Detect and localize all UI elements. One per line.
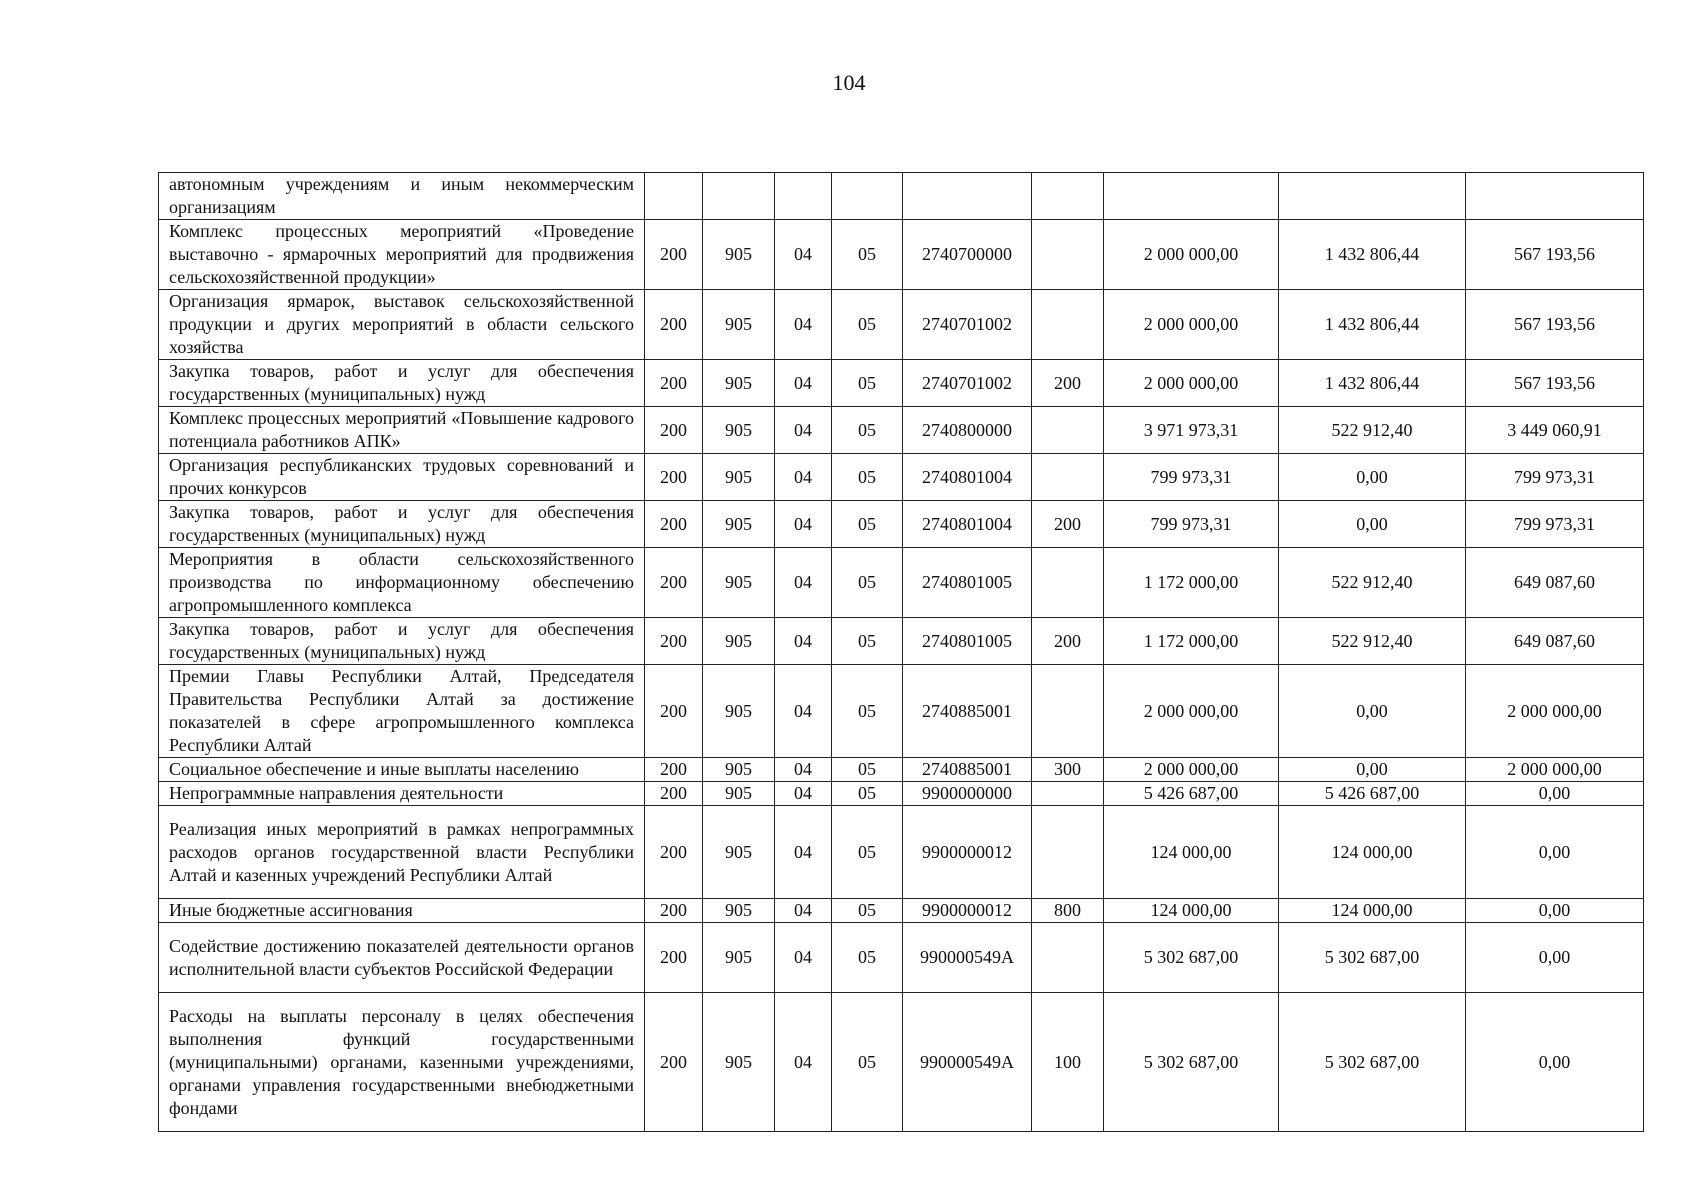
section-cell: 04 xyxy=(775,548,832,618)
remainder-amount-cell: 567 193,56 xyxy=(1466,220,1644,290)
target-item-cell: 2740801005 xyxy=(903,618,1032,665)
code-cell: 200 xyxy=(645,454,703,501)
ministry-cell: 905 xyxy=(703,758,775,782)
target-item-cell: 9900000012 xyxy=(903,899,1032,923)
expense-type-cell xyxy=(1032,454,1104,501)
table-row xyxy=(159,665,1644,758)
executed-amount-cell: 522 912,40 xyxy=(1279,407,1466,454)
executed-amount-cell: 124 000,00 xyxy=(1279,806,1466,899)
plan-amount-cell: 3 971 973,31 xyxy=(1104,407,1279,454)
subsection-cell: 05 xyxy=(832,923,903,993)
row-name-cell: Содействие достижению показателей деятельности органов исполнительной власти субъектов Российской Федерации xyxy=(159,923,645,993)
section-cell: 04 xyxy=(775,758,832,782)
plan-amount-cell: 2 000 000,00 xyxy=(1104,290,1279,360)
target-item-cell: 2740700000 xyxy=(903,220,1032,290)
ministry-cell: 905 xyxy=(703,923,775,993)
subsection-cell: 05 xyxy=(832,220,903,290)
plan-amount-cell xyxy=(1104,173,1279,220)
target-item-cell: 2740801004 xyxy=(903,501,1032,548)
target-item-cell: 2740701002 xyxy=(903,360,1032,407)
expense-type-cell xyxy=(1032,665,1104,758)
ministry-cell: 905 xyxy=(703,360,775,407)
expense-type-cell: 800 xyxy=(1032,899,1104,923)
row-name-cell: Организация ярмарок, выставок сельскохозяйственной продукции и других мероприятий в области сельского хозяйства xyxy=(159,290,645,360)
target-item-cell: 990000549А xyxy=(903,923,1032,993)
ministry-cell: 905 xyxy=(703,665,775,758)
target-item-cell: 2740801005 xyxy=(903,548,1032,618)
executed-amount-cell: 0,00 xyxy=(1279,665,1466,758)
executed-amount-cell: 1 432 806,44 xyxy=(1279,220,1466,290)
table-row xyxy=(159,290,1644,360)
target-item-cell: 9900000000 xyxy=(903,782,1032,806)
remainder-amount-cell: 0,00 xyxy=(1466,993,1644,1132)
remainder-amount-cell: 0,00 xyxy=(1466,923,1644,993)
expense-type-cell: 300 xyxy=(1032,758,1104,782)
executed-amount-cell: 0,00 xyxy=(1279,501,1466,548)
subsection-cell: 05 xyxy=(832,665,903,758)
subsection-cell: 05 xyxy=(832,618,903,665)
code-cell: 200 xyxy=(645,899,703,923)
plan-amount-cell: 2 000 000,00 xyxy=(1104,758,1279,782)
code-cell: 200 xyxy=(645,220,703,290)
expense-type-cell: 200 xyxy=(1032,360,1104,407)
code-cell: 200 xyxy=(645,782,703,806)
plan-amount-cell: 5 302 687,00 xyxy=(1104,993,1279,1132)
row-name-cell: Непрограммные направления деятельности xyxy=(159,782,645,806)
table-row xyxy=(159,899,1644,923)
table-row xyxy=(159,220,1644,290)
plan-amount-cell: 2 000 000,00 xyxy=(1104,360,1279,407)
remainder-amount-cell: 2 000 000,00 xyxy=(1466,665,1644,758)
section-cell: 04 xyxy=(775,923,832,993)
remainder-amount-cell: 649 087,60 xyxy=(1466,548,1644,618)
ministry-cell: 905 xyxy=(703,548,775,618)
target-item-cell: 2740800000 xyxy=(903,407,1032,454)
executed-amount-cell: 5 302 687,00 xyxy=(1279,923,1466,993)
section-cell: 04 xyxy=(775,899,832,923)
code-cell: 200 xyxy=(645,923,703,993)
ministry-cell: 905 xyxy=(703,806,775,899)
ministry-cell: 905 xyxy=(703,618,775,665)
section-cell: 04 xyxy=(775,360,832,407)
budget-table xyxy=(158,172,1644,1132)
section-cell: 04 xyxy=(775,290,832,360)
ministry-cell: 905 xyxy=(703,993,775,1132)
expense-type-cell xyxy=(1032,782,1104,806)
plan-amount-cell: 2 000 000,00 xyxy=(1104,665,1279,758)
executed-amount-cell: 124 000,00 xyxy=(1279,899,1466,923)
plan-amount-cell: 124 000,00 xyxy=(1104,899,1279,923)
table-row xyxy=(159,758,1644,782)
remainder-amount-cell: 799 973,31 xyxy=(1466,501,1644,548)
code-cell: 200 xyxy=(645,548,703,618)
code-cell: 200 xyxy=(645,290,703,360)
code-cell: 200 xyxy=(645,993,703,1132)
executed-amount-cell: 522 912,40 xyxy=(1279,548,1466,618)
expense-type-cell xyxy=(1032,806,1104,899)
table-row xyxy=(159,923,1644,993)
subsection-cell: 05 xyxy=(832,501,903,548)
target-item-cell: 2740885001 xyxy=(903,758,1032,782)
plan-amount-cell: 1 172 000,00 xyxy=(1104,618,1279,665)
ministry-cell: 905 xyxy=(703,290,775,360)
code-cell xyxy=(645,173,703,220)
table-row xyxy=(159,407,1644,454)
row-name-cell: Премии Главы Республики Алтай, Председателя Правительства Республики Алтай за достижение показателей в сфере агропромышленного комплекса Республики Алтай xyxy=(159,665,645,758)
code-cell: 200 xyxy=(645,806,703,899)
target-item-cell: 990000549А xyxy=(903,993,1032,1132)
subsection-cell: 05 xyxy=(832,806,903,899)
executed-amount-cell: 0,00 xyxy=(1279,758,1466,782)
page-number: 104 xyxy=(832,70,866,95)
subsection-cell: 05 xyxy=(832,407,903,454)
subsection-cell: 05 xyxy=(832,548,903,618)
section-cell: 04 xyxy=(775,454,832,501)
ministry-cell: 905 xyxy=(703,501,775,548)
target-item-cell: 2740701002 xyxy=(903,290,1032,360)
section-cell: 04 xyxy=(775,501,832,548)
remainder-amount-cell: 649 087,60 xyxy=(1466,618,1644,665)
expense-type-cell: 200 xyxy=(1032,618,1104,665)
row-name-cell: Реализация иных мероприятий в рамках непрограммных расходов органов государственной власти Республики Алтай и казенных учреждений Республики Алтай xyxy=(159,806,645,899)
remainder-amount-cell: 567 193,56 xyxy=(1466,290,1644,360)
ministry-cell: 905 xyxy=(703,782,775,806)
section-cell: 04 xyxy=(775,665,832,758)
ministry-cell: 905 xyxy=(703,407,775,454)
table-row xyxy=(159,806,1644,899)
target-item-cell: 2740801004 xyxy=(903,454,1032,501)
row-name-cell: Комплекс процессных мероприятий «Проведение выставочно - ярмарочных мероприятий для продвижения сельскохозяйственной продукции» xyxy=(159,220,645,290)
executed-amount-cell: 0,00 xyxy=(1279,454,1466,501)
table-body xyxy=(159,173,1644,1132)
subsection-cell: 05 xyxy=(832,290,903,360)
table-row xyxy=(159,454,1644,501)
section-cell: 04 xyxy=(775,618,832,665)
row-name-cell: Комплекс процессных мероприятий «Повышение кадрового потенциала работников АПК» xyxy=(159,407,645,454)
subsection-cell: 05 xyxy=(832,993,903,1132)
row-name-cell: Закупка товаров, работ и услуг для обеспечения государственных (муниципальных) нужд xyxy=(159,618,645,665)
section-cell: 04 xyxy=(775,993,832,1132)
executed-amount-cell: 522 912,40 xyxy=(1279,618,1466,665)
code-cell: 200 xyxy=(645,758,703,782)
table-row xyxy=(159,173,1644,220)
row-name-cell: Закупка товаров, работ и услуг для обеспечения государственных (муниципальных) нужд xyxy=(159,501,645,548)
subsection-cell: 05 xyxy=(832,360,903,407)
ministry-cell: 905 xyxy=(703,899,775,923)
section-cell: 04 xyxy=(775,220,832,290)
subsection-cell: 05 xyxy=(832,454,903,501)
expense-type-cell xyxy=(1032,173,1104,220)
row-name-cell: Иные бюджетные ассигнования xyxy=(159,899,645,923)
table-row xyxy=(159,501,1644,548)
row-name-cell: Расходы на выплаты персоналу в целях обеспечения выполнения функций государственными (муниципальными) органами, казенными учреждениями, органами управления государственными внебюджетными фондами xyxy=(159,993,645,1132)
expense-type-cell xyxy=(1032,220,1104,290)
plan-amount-cell: 5 302 687,00 xyxy=(1104,923,1279,993)
code-cell: 200 xyxy=(645,618,703,665)
section-cell: 04 xyxy=(775,407,832,454)
target-item-cell: 2740885001 xyxy=(903,665,1032,758)
subsection-cell: 05 xyxy=(832,758,903,782)
ministry-cell: 905 xyxy=(703,454,775,501)
code-cell: 200 xyxy=(645,665,703,758)
ministry-cell xyxy=(703,173,775,220)
executed-amount-cell: 1 432 806,44 xyxy=(1279,360,1466,407)
remainder-amount-cell: 3 449 060,91 xyxy=(1466,407,1644,454)
plan-amount-cell: 799 973,31 xyxy=(1104,501,1279,548)
table-row xyxy=(159,360,1644,407)
code-cell: 200 xyxy=(645,407,703,454)
target-item-cell xyxy=(903,173,1032,220)
table-row xyxy=(159,993,1644,1132)
expense-type-cell xyxy=(1032,407,1104,454)
plan-amount-cell: 124 000,00 xyxy=(1104,806,1279,899)
expense-type-cell: 100 xyxy=(1032,993,1104,1132)
remainder-amount-cell xyxy=(1466,173,1644,220)
row-name-cell: Мероприятия в области сельскохозяйственного производства по информационному обеспечению агропромышленного комплекса xyxy=(159,548,645,618)
remainder-amount-cell: 0,00 xyxy=(1466,782,1644,806)
remainder-amount-cell: 2 000 000,00 xyxy=(1466,758,1644,782)
code-cell: 200 xyxy=(645,360,703,407)
plan-amount-cell: 2 000 000,00 xyxy=(1104,220,1279,290)
row-name-cell: Закупка товаров, работ и услуг для обеспечения государственных (муниципальных) нужд xyxy=(159,360,645,407)
remainder-amount-cell: 0,00 xyxy=(1466,806,1644,899)
table-row xyxy=(159,782,1644,806)
executed-amount-cell: 5 426 687,00 xyxy=(1279,782,1466,806)
executed-amount-cell xyxy=(1279,173,1466,220)
subsection-cell: 05 xyxy=(832,899,903,923)
row-name-cell: Организация республиканских трудовых соревнований и прочих конкурсов xyxy=(159,454,645,501)
section-cell xyxy=(775,173,832,220)
plan-amount-cell: 799 973,31 xyxy=(1104,454,1279,501)
section-cell: 04 xyxy=(775,782,832,806)
row-name-cell: автономным учреждениям и иным некоммерческим организациям xyxy=(159,173,645,220)
executed-amount-cell: 5 302 687,00 xyxy=(1279,993,1466,1132)
remainder-amount-cell: 799 973,31 xyxy=(1466,454,1644,501)
target-item-cell: 9900000012 xyxy=(903,806,1032,899)
plan-amount-cell: 5 426 687,00 xyxy=(1104,782,1279,806)
code-cell: 200 xyxy=(645,501,703,548)
executed-amount-cell: 1 432 806,44 xyxy=(1279,290,1466,360)
remainder-amount-cell: 567 193,56 xyxy=(1466,360,1644,407)
plan-amount-cell: 1 172 000,00 xyxy=(1104,548,1279,618)
expense-type-cell xyxy=(1032,290,1104,360)
ministry-cell: 905 xyxy=(703,220,775,290)
expense-type-cell xyxy=(1032,923,1104,993)
section-cell: 04 xyxy=(775,806,832,899)
table-row xyxy=(159,618,1644,665)
remainder-amount-cell: 0,00 xyxy=(1466,899,1644,923)
expense-type-cell xyxy=(1032,548,1104,618)
subsection-cell: 05 xyxy=(832,782,903,806)
table-row xyxy=(159,548,1644,618)
subsection-cell xyxy=(832,173,903,220)
expense-type-cell: 200 xyxy=(1032,501,1104,548)
row-name-cell: Социальное обеспечение и иные выплаты населению xyxy=(159,758,645,782)
